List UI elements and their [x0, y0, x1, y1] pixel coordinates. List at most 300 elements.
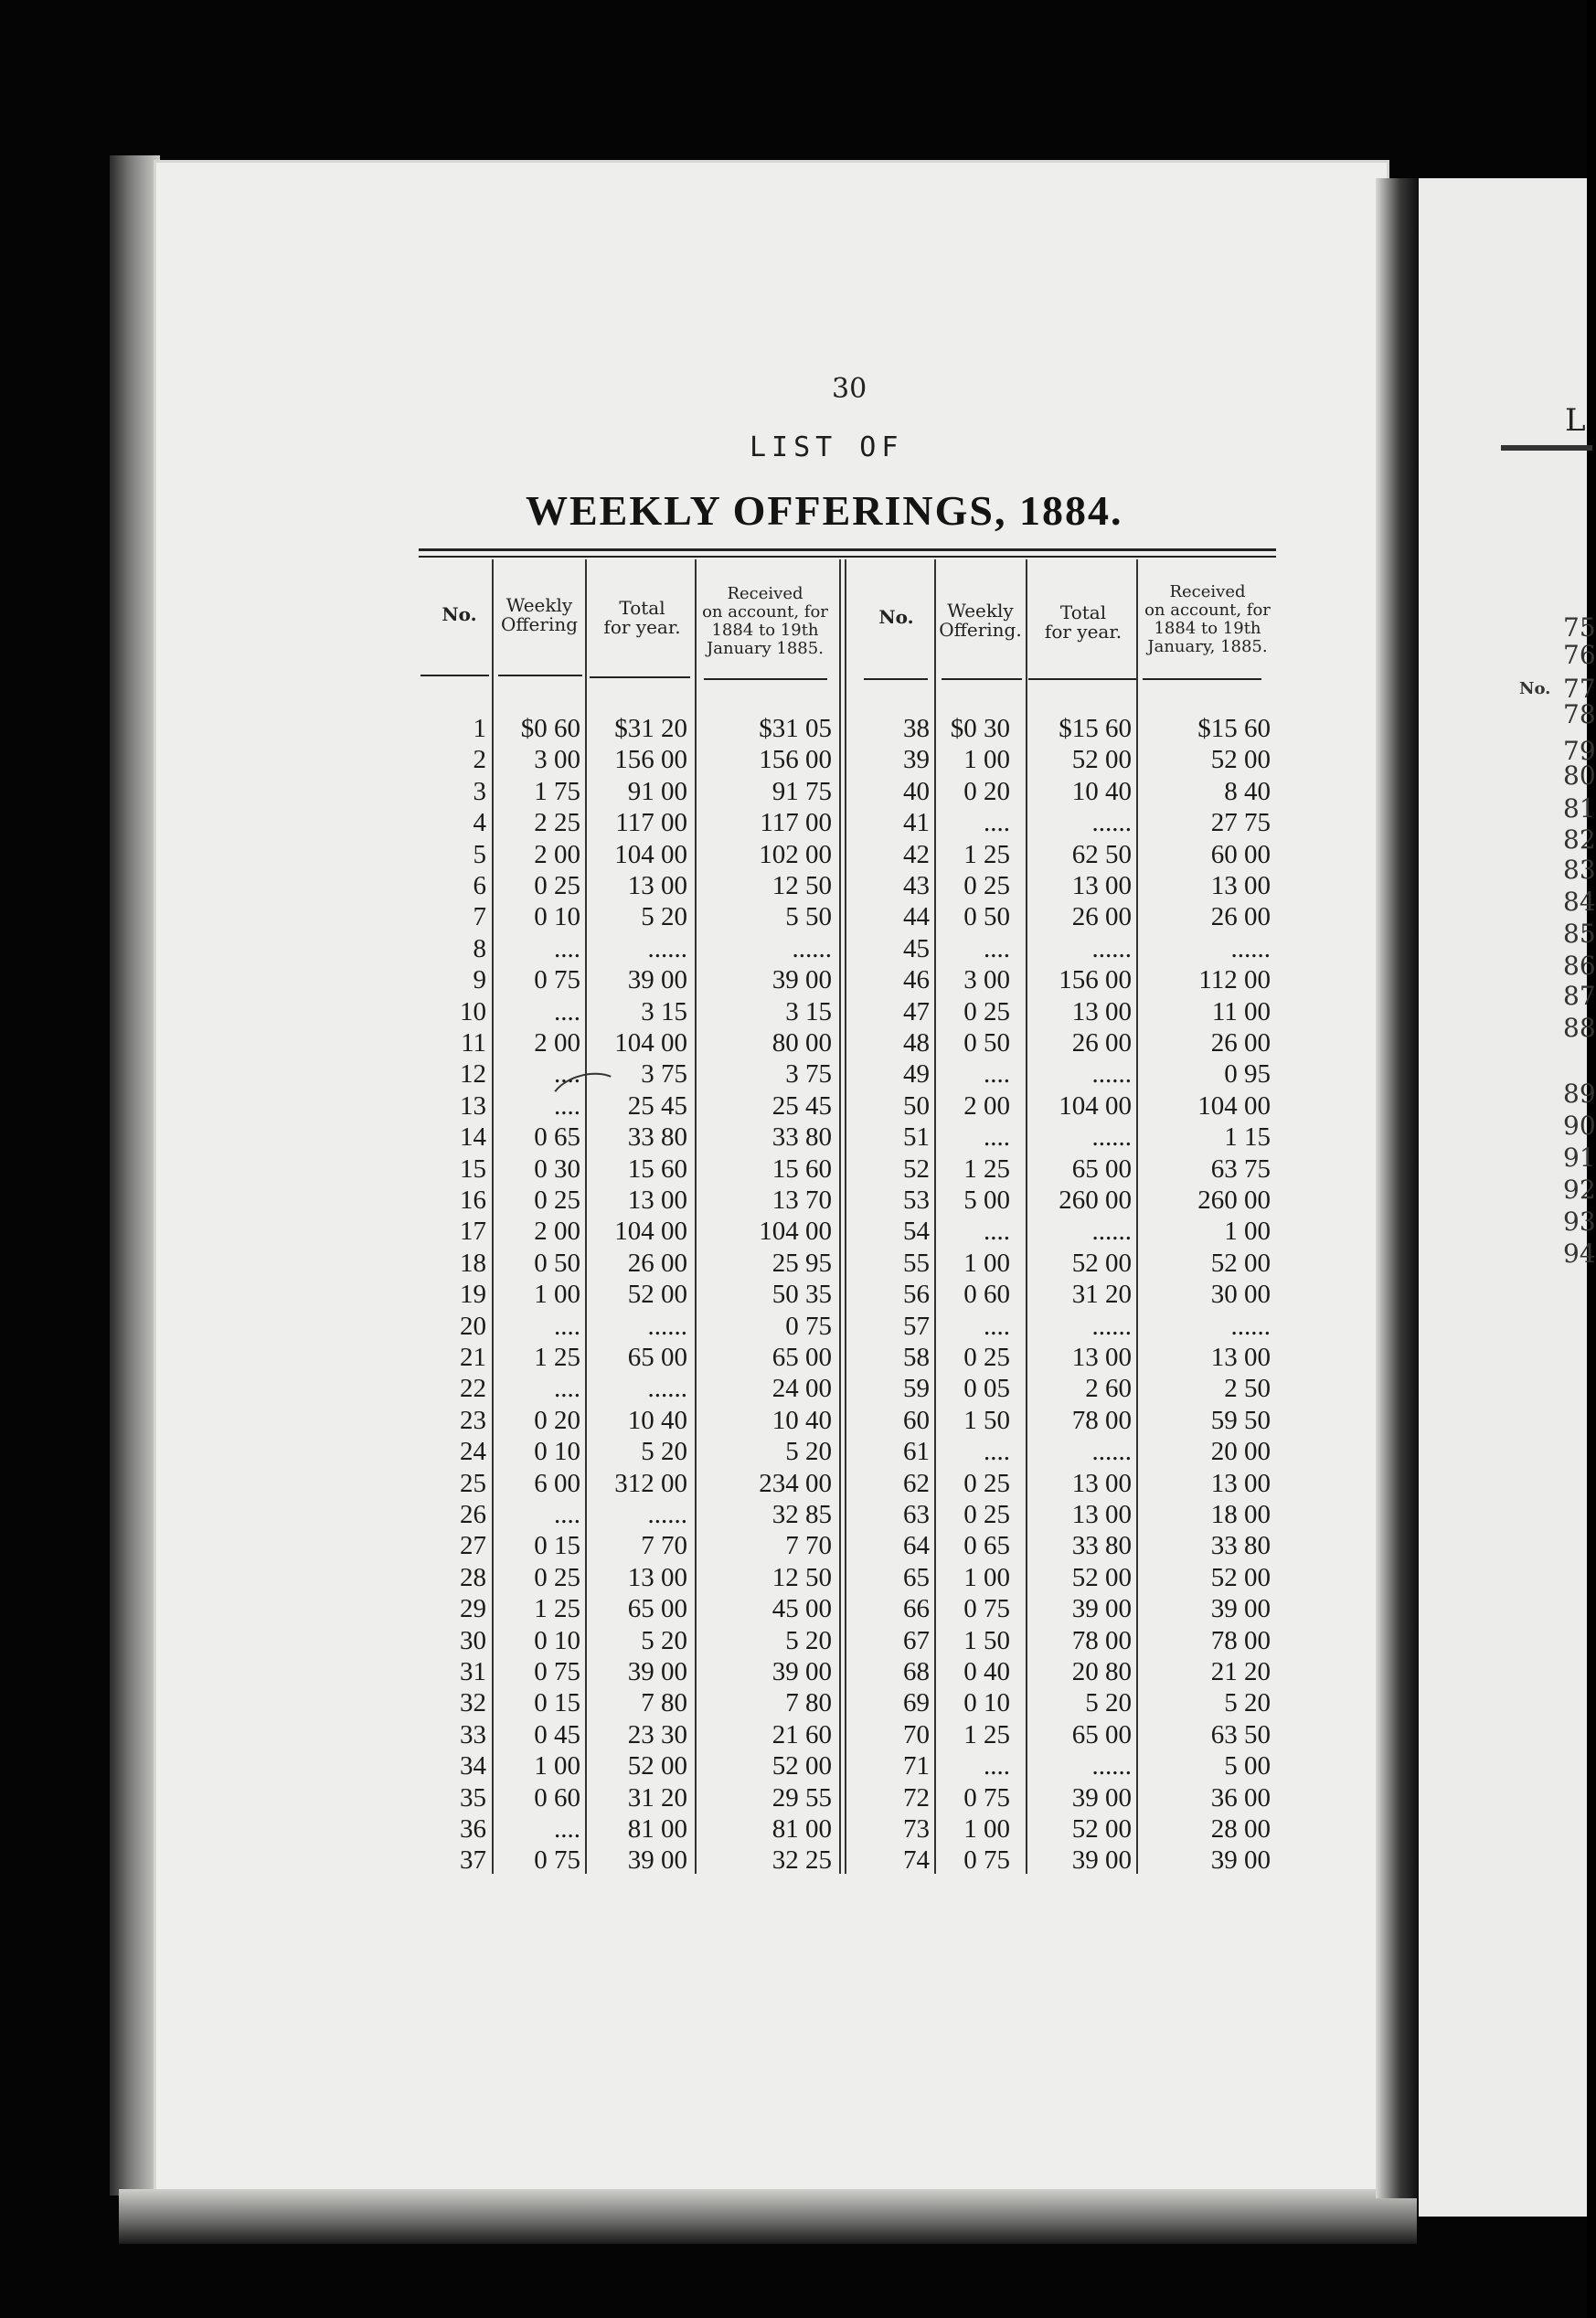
right-weekly-cell: 0 20: [963, 776, 1010, 806]
right-no-cell: 65: [903, 1562, 930, 1592]
right-total-cell: ......: [1091, 1751, 1132, 1781]
left-no-cell: 27: [460, 1531, 486, 1561]
left-no-cell: 9: [473, 965, 486, 995]
left-weekly-cell: 0 10: [534, 902, 580, 932]
right-received-cell: ......: [1230, 1311, 1271, 1341]
left-total-cell: 104 00: [614, 1028, 687, 1058]
right-received-cell: 30 00: [1210, 1280, 1271, 1310]
header-weekly-right-line1: Weekly: [947, 600, 1014, 622]
next-page-row-number: 91: [1563, 1143, 1596, 1173]
left-received-cell: 65 00: [771, 1343, 832, 1372]
left-weekly-cell: ....: [554, 1059, 580, 1090]
header-received-line3: 1884 to 19th: [711, 621, 819, 640]
header-no: No.: [442, 603, 477, 625]
header-rule: [1143, 678, 1261, 680]
left-weekly-cell: 1 00: [534, 1280, 580, 1310]
left-total-cell: ......: [647, 933, 687, 963]
left-weekly-cell: 0 25: [534, 1562, 580, 1592]
left-received-cell: 3 15: [785, 996, 832, 1026]
left-received-cell: 117 00: [760, 808, 832, 838]
right-no-cell: 61: [903, 1437, 930, 1467]
left-no-cell: 1: [473, 714, 486, 743]
next-page-row-number: 80: [1563, 760, 1596, 791]
header-weekly-right-line2: Offering.: [939, 619, 1022, 641]
left-no-cell: 16: [460, 1186, 486, 1215]
right-weekly-cell: 0 25: [963, 1468, 1010, 1498]
right-received-cell: 63 75: [1210, 1154, 1271, 1184]
left-weekly-cell: 0 20: [534, 1405, 580, 1435]
right-no-cell: 51: [903, 1122, 930, 1153]
left-total-cell: 52 00: [627, 1751, 687, 1781]
left-total-cell: 81 00: [627, 1814, 687, 1844]
left-weekly-cell: 1 25: [534, 1343, 580, 1372]
left-received-cell: 12 50: [771, 871, 832, 900]
right-no-cell: 41: [903, 808, 930, 838]
header-rule: [590, 676, 690, 678]
left-total-cell: 104 00: [614, 1217, 687, 1247]
right-received-cell: 39 00: [1210, 1594, 1271, 1624]
right-received-cell: 27 75: [1210, 808, 1271, 838]
right-received-cell: 112 00: [1198, 965, 1271, 995]
right-weekly-cell: 1 25: [963, 1719, 1010, 1749]
right-received-cell: 1 00: [1224, 1217, 1271, 1247]
left-weekly-cell: ....: [554, 933, 580, 963]
left-total-cell: 31 20: [627, 1782, 687, 1813]
left-no-cell: 14: [460, 1122, 486, 1153]
right-weekly-cell: 2 00: [963, 1090, 1010, 1121]
right-no-cell: 56: [903, 1280, 930, 1310]
left-no-cell: 13: [460, 1090, 486, 1121]
left-no-cell: 20: [460, 1311, 486, 1341]
right-total-cell: 65 00: [1071, 1154, 1132, 1184]
left-total-cell: 312 00: [614, 1468, 687, 1498]
right-received-cell: 104 00: [1197, 1090, 1271, 1121]
left-weekly-cell: 0 25: [534, 871, 580, 900]
right-no-cell: 67: [903, 1625, 930, 1655]
right-no-cell: 53: [903, 1186, 930, 1215]
left-total-cell: 39 00: [627, 965, 687, 995]
left-total-cell: 3 75: [641, 1059, 687, 1090]
left-no-cell: 25: [460, 1468, 486, 1498]
right-weekly-cell: 1 00: [963, 1248, 1010, 1278]
left-no-cell: 10: [460, 996, 486, 1026]
right-weekly-cell: 0 50: [963, 902, 1010, 932]
next-page-row-number: 88: [1563, 1013, 1596, 1043]
left-total-cell: 117 00: [615, 808, 687, 838]
left-no-cell: 6: [473, 871, 486, 900]
left-weekly-cell: ....: [554, 1374, 580, 1404]
left-no-cell: 19: [460, 1280, 486, 1310]
header-received-line1: Received: [727, 584, 803, 603]
page-title: WEEKLY OFFERINGS, 1884.: [526, 487, 1123, 534]
next-page-row-number: 76: [1563, 640, 1596, 670]
left-weekly-cell: 0 60: [534, 1782, 580, 1813]
left-weekly-cell: ....: [554, 1500, 580, 1529]
next-page-fragment: [1419, 178, 1596, 2217]
right-no-cell: 69: [903, 1688, 930, 1718]
left-no-cell: 5: [473, 839, 486, 869]
right-total-cell: 52 00: [1071, 1248, 1132, 1278]
right-total-cell: 10 40: [1071, 776, 1132, 806]
left-no-cell: 34: [460, 1751, 486, 1781]
right-received-cell: 8 40: [1224, 776, 1271, 806]
right-received-cell: 52 00: [1210, 745, 1271, 775]
header-total-line1: Total: [619, 597, 665, 619]
left-no-cell: 21: [460, 1343, 486, 1372]
right-weekly-cell: 0 40: [963, 1657, 1010, 1686]
right-no-cell: 39: [903, 745, 930, 775]
left-total-cell: 156 00: [614, 745, 687, 775]
right-no-cell: 44: [903, 902, 930, 932]
left-received-cell: 52 00: [771, 1751, 832, 1781]
left-received-cell: 7 70: [785, 1531, 832, 1561]
right-received-cell: 13 00: [1210, 871, 1271, 900]
right-total-cell: 104 00: [1059, 1090, 1132, 1121]
left-weekly-cell: 1 25: [534, 1594, 580, 1624]
right-no-cell: 40: [903, 776, 930, 806]
left-weekly-cell: 2 00: [534, 1217, 580, 1247]
right-total-cell: ......: [1091, 1311, 1132, 1341]
right-total-cell: ......: [1091, 1217, 1132, 1247]
left-total-cell: 7 80: [641, 1688, 687, 1718]
right-received-cell: 52 00: [1210, 1562, 1271, 1592]
left-received-cell: 12 50: [771, 1562, 832, 1592]
left-weekly-cell: 1 00: [534, 1751, 580, 1781]
next-page-row-number: 93: [1563, 1207, 1596, 1237]
left-total-cell: 13 00: [627, 1562, 687, 1592]
left-total-cell: 39 00: [627, 1657, 687, 1686]
header-received-right-line4: January, 1885.: [1147, 637, 1268, 656]
right-no-cell: 59: [903, 1374, 930, 1404]
next-page-row-number: 87: [1563, 981, 1596, 1011]
right-received-cell: 63 50: [1210, 1719, 1271, 1749]
left-received-cell: 0 75: [785, 1311, 832, 1341]
right-total-cell: 20 80: [1071, 1657, 1132, 1686]
right-received-cell: 13 00: [1210, 1343, 1271, 1372]
left-received-cell: 25 45: [771, 1090, 832, 1121]
right-weekly-cell: 0 05: [963, 1374, 1010, 1404]
left-weekly-cell: 0 10: [534, 1625, 580, 1655]
right-total-cell: 52 00: [1071, 1562, 1132, 1592]
left-total-cell: 65 00: [627, 1594, 687, 1624]
right-no-cell: 50: [903, 1090, 930, 1121]
right-no-cell: 68: [903, 1657, 930, 1686]
next-page-row-number: 94: [1563, 1239, 1596, 1269]
header-received: [697, 585, 834, 658]
left-total-cell: 104 00: [614, 839, 687, 869]
left-no-cell: 26: [460, 1500, 486, 1529]
right-total-cell: ......: [1091, 808, 1132, 838]
right-weekly-cell: ....: [984, 1437, 1010, 1467]
list-of-heading: LIST OF: [750, 431, 904, 463]
left-total-cell: 23 30: [627, 1719, 687, 1749]
left-total-cell: 13 00: [627, 1186, 687, 1215]
left-weekly-cell: ....: [554, 1814, 580, 1844]
right-total-cell: $15 60: [1059, 714, 1132, 743]
left-total-cell: 25 45: [627, 1090, 687, 1121]
header-rule: [942, 678, 1022, 680]
right-received-cell: 26 00: [1210, 902, 1271, 932]
next-page-row-number: 89: [1563, 1079, 1596, 1109]
header-received-right: [1138, 583, 1277, 656]
left-total-cell: 13 00: [627, 871, 687, 900]
left-received-cell: 33 80: [771, 1122, 832, 1153]
right-no-cell: 52: [903, 1154, 930, 1184]
right-no-cell: 48: [903, 1028, 930, 1058]
right-total-cell: 2 60: [1085, 1374, 1132, 1404]
left-no-cell: 35: [460, 1782, 486, 1813]
left-weekly-cell: 0 75: [534, 1657, 580, 1686]
right-weekly-cell: 1 00: [963, 745, 1010, 775]
right-weekly-cell: 0 65: [963, 1531, 1010, 1561]
next-page-row-number: 75: [1563, 612, 1596, 643]
right-weekly-cell: ....: [984, 1122, 1010, 1153]
left-weekly-cell: 3 00: [534, 745, 580, 775]
right-received-cell: 60 00: [1210, 839, 1271, 869]
header-weekly-line2: Offering: [500, 613, 579, 635]
header-rule: [498, 675, 582, 676]
left-weekly-cell: ....: [554, 1311, 580, 1341]
next-page-row-number: 92: [1563, 1175, 1596, 1205]
right-total-cell: 39 00: [1071, 1594, 1132, 1624]
right-no-cell: 74: [903, 1845, 930, 1876]
right-received-cell: $15 60: [1197, 714, 1271, 743]
next-page-row-number: 90: [1563, 1111, 1596, 1141]
left-weekly-cell: $0 60: [520, 714, 580, 743]
right-weekly-cell: 0 10: [963, 1688, 1010, 1718]
left-received-cell: 104 00: [759, 1217, 832, 1247]
right-weekly-cell: 0 25: [963, 871, 1010, 900]
left-weekly-cell: 0 75: [534, 1845, 580, 1876]
left-total-cell: 26 00: [627, 1248, 687, 1278]
left-no-cell: 28: [460, 1562, 486, 1592]
right-received-cell: 59 50: [1210, 1405, 1271, 1435]
left-weekly-cell: ....: [554, 1090, 580, 1121]
left-received-cell: 5 20: [785, 1437, 832, 1467]
left-received-cell: 24 00: [771, 1374, 832, 1404]
right-weekly-cell: ....: [984, 1059, 1010, 1090]
header-received-right-line1: Received: [1169, 582, 1246, 601]
left-received-cell: 91 75: [771, 776, 832, 806]
right-weekly-cell: 0 60: [963, 1280, 1010, 1310]
left-weekly-cell: 0 25: [534, 1186, 580, 1215]
left-no-cell: 37: [460, 1845, 486, 1876]
right-total-cell: 78 00: [1071, 1625, 1132, 1655]
right-no-cell: 46: [903, 965, 930, 995]
right-total-cell: ......: [1091, 1122, 1132, 1153]
right-no-cell: 58: [903, 1343, 930, 1372]
right-no-cell: 60: [903, 1405, 930, 1435]
left-weekly-cell: 0 75: [534, 965, 580, 995]
left-no-cell: 7: [473, 902, 486, 932]
right-weekly-cell: 1 50: [963, 1625, 1010, 1655]
next-page-no-label: No.: [1519, 679, 1551, 698]
next-page-row-number: 82: [1563, 824, 1596, 855]
left-received-cell: 13 70: [771, 1186, 832, 1215]
left-received-cell: 234 00: [759, 1468, 832, 1498]
right-received-cell: 5 00: [1224, 1751, 1271, 1781]
left-no-cell: 33: [460, 1719, 486, 1749]
left-no-cell: 8: [473, 933, 486, 963]
right-weekly-cell: ....: [984, 1751, 1010, 1781]
next-page-row-number: 78: [1563, 699, 1596, 729]
left-total-cell: 3 15: [641, 996, 687, 1026]
left-received-cell: 39 00: [771, 1657, 832, 1686]
next-page-row-number: 81: [1563, 793, 1596, 824]
right-received-cell: 11 00: [1211, 996, 1271, 1026]
title-rule-top: [419, 548, 1276, 551]
right-no-cell: 70: [903, 1719, 930, 1749]
right-total-cell: 13 00: [1071, 1500, 1132, 1529]
right-received-cell: 260 00: [1197, 1186, 1271, 1215]
left-total-cell: 65 00: [627, 1343, 687, 1372]
next-page-row-number: 77: [1563, 674, 1596, 704]
column-divider: [695, 559, 697, 1874]
left-received-cell: $31 05: [759, 714, 832, 743]
right-weekly-cell: 0 75: [963, 1782, 1010, 1813]
left-weekly-cell: 1 75: [534, 776, 580, 806]
left-received-cell: 81 00: [771, 1814, 832, 1844]
left-no-cell: 3: [473, 776, 486, 806]
left-weekly-cell: 0 50: [534, 1248, 580, 1278]
header-received-line4: January 1885.: [707, 639, 824, 658]
left-weekly-cell: 0 15: [534, 1531, 580, 1561]
next-page-row-number: 84: [1563, 887, 1596, 917]
right-total-cell: 62 50: [1071, 839, 1132, 869]
left-total-cell: 5 20: [641, 902, 687, 932]
right-no-cell: 45: [903, 933, 930, 963]
right-no-cell: 42: [903, 839, 930, 869]
left-received-cell: 45 00: [771, 1594, 832, 1624]
left-no-cell: 18: [460, 1248, 486, 1278]
right-no-cell: 57: [903, 1311, 930, 1341]
column-divider: [934, 559, 936, 1874]
right-total-cell: 78 00: [1071, 1405, 1132, 1435]
left-no-cell: 22: [460, 1374, 486, 1404]
left-total-cell: ......: [647, 1500, 687, 1529]
right-weekly-cell: $0 30: [950, 714, 1010, 743]
header-received-line2: on account, for: [702, 602, 828, 622]
left-total-cell: 5 20: [641, 1437, 687, 1467]
right-received-cell: 20 00: [1210, 1437, 1271, 1467]
left-no-cell: 29: [460, 1594, 486, 1624]
right-total-cell: 13 00: [1071, 996, 1132, 1026]
right-received-cell: 36 00: [1210, 1782, 1271, 1813]
left-no-cell: 4: [473, 808, 486, 838]
next-page-row-number: 85: [1563, 919, 1596, 949]
left-weekly-cell: 6 00: [534, 1468, 580, 1498]
right-weekly-cell: ....: [984, 808, 1010, 838]
left-received-cell: 5 50: [785, 902, 832, 932]
header-rule: [864, 678, 928, 680]
right-received-cell: 28 00: [1210, 1814, 1271, 1844]
right-received-cell: 13 00: [1210, 1468, 1271, 1498]
right-weekly-cell: 1 00: [963, 1814, 1010, 1844]
right-weekly-cell: 1 25: [963, 1154, 1010, 1184]
right-received-cell: 1 15: [1224, 1122, 1271, 1153]
left-no-cell: 15: [460, 1154, 486, 1184]
header-total-line2: for year.: [603, 616, 681, 638]
right-total-cell: ......: [1091, 1437, 1132, 1467]
left-weekly-cell: 0 65: [534, 1122, 580, 1153]
left-received-cell: 80 00: [771, 1028, 832, 1058]
right-total-cell: 13 00: [1071, 1343, 1132, 1372]
right-weekly-cell: 0 25: [963, 1343, 1010, 1372]
book-gutter: [1376, 178, 1420, 2198]
left-received-cell: 7 80: [785, 1688, 832, 1718]
right-received-cell: ......: [1230, 933, 1271, 963]
right-no-cell: 49: [903, 1059, 930, 1090]
left-received-cell: 50 35: [771, 1280, 832, 1310]
left-total-cell: $31 20: [614, 714, 687, 743]
right-total-cell: 26 00: [1071, 902, 1132, 932]
left-weekly-cell: 2 00: [534, 839, 580, 869]
right-total-cell: 33 80: [1071, 1531, 1132, 1561]
right-received-cell: 5 20: [1224, 1688, 1271, 1718]
next-page-row-number: 79: [1563, 736, 1596, 766]
right-total-cell: 156 00: [1059, 965, 1132, 995]
right-total-cell: 26 00: [1071, 1028, 1132, 1058]
left-no-cell: 30: [460, 1625, 486, 1655]
left-received-cell: 39 00: [771, 965, 832, 995]
left-received-cell: 15 60: [771, 1154, 832, 1184]
right-total-cell: ......: [1091, 933, 1132, 963]
header-total-right-line2: for year.: [1044, 621, 1123, 643]
column-divider: [839, 559, 841, 1874]
header-total-right-line1: Total: [1059, 601, 1107, 623]
left-total-cell: 33 80: [627, 1122, 687, 1153]
right-total-cell: 52 00: [1071, 745, 1132, 775]
left-weekly-cell: ....: [554, 996, 580, 1026]
left-received-cell: 32 85: [771, 1500, 832, 1529]
right-received-cell: 33 80: [1210, 1531, 1271, 1561]
right-weekly-cell: 0 25: [963, 996, 1010, 1026]
left-received-cell: 3 75: [785, 1059, 832, 1090]
next-page-heading: L: [1565, 402, 1586, 439]
left-received-cell: 29 55: [771, 1782, 832, 1813]
right-received-cell: 0 95: [1224, 1059, 1271, 1090]
right-weekly-cell: 0 75: [963, 1845, 1010, 1876]
left-received-cell: 5 20: [785, 1625, 832, 1655]
left-no-cell: 12: [460, 1059, 486, 1090]
left-received-cell: 25 95: [771, 1248, 832, 1278]
right-total-cell: 52 00: [1071, 1814, 1132, 1844]
left-no-cell: 24: [460, 1437, 486, 1467]
header-weekly: [494, 596, 585, 634]
left-no-cell: 36: [460, 1814, 486, 1844]
right-weekly-cell: 5 00: [963, 1186, 1010, 1215]
right-no-cell: 63: [903, 1500, 930, 1529]
header-rule: [420, 675, 489, 676]
left-weekly-cell: 0 15: [534, 1688, 580, 1718]
right-total-cell: 39 00: [1071, 1782, 1132, 1813]
page-number: 30: [832, 373, 867, 405]
right-total-cell: 5 20: [1085, 1688, 1132, 1718]
left-received-cell: 156 00: [759, 745, 832, 775]
right-received-cell: 39 00: [1210, 1845, 1271, 1876]
next-page-row-number: 86: [1563, 951, 1596, 981]
right-total-cell: 39 00: [1071, 1845, 1132, 1876]
left-weekly-cell: 0 30: [534, 1154, 580, 1184]
left-total-cell: 7 70: [641, 1531, 687, 1561]
left-weekly-cell: 0 10: [534, 1437, 580, 1467]
next-page-rule: [1501, 445, 1592, 451]
right-received-cell: 26 00: [1210, 1028, 1271, 1058]
header-received-right-line3: 1884 to 19th: [1154, 619, 1261, 638]
right-no-cell: 71: [903, 1751, 930, 1781]
right-total-cell: 13 00: [1071, 871, 1132, 900]
left-weekly-cell: 0 45: [534, 1719, 580, 1749]
